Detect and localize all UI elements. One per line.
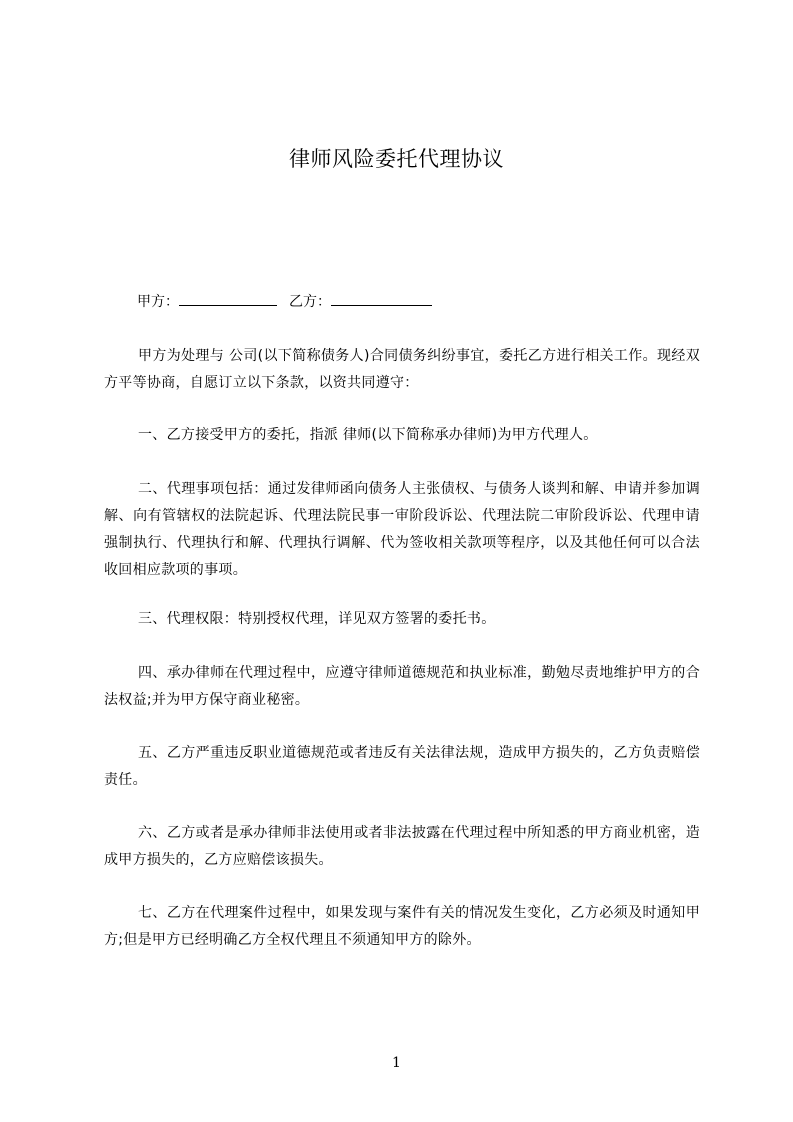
clause-1-paragraph: 一、乙方接受甲方的委托，指派 律师(以下简称承办律师)为甲方代理人。	[138, 427, 598, 443]
clause-3-paragraph: 三、代理权限：特别授权代理，详见双方签署的委托书。	[138, 611, 496, 627]
clause-4-paragraph: 四、承办律师在代理过程中，应遵守律师道德规范和执业标准，勤勉尽责地维护甲方的合法权益;并为甲方保守商业秘密。	[104, 665, 700, 708]
clause-2-paragraph: 二、代理事项包括：通过发律师函向债务人主张债权、与债务人谈判和解、申请并参加调解、向有管辖权的法院起诉、代理法院民事一审阶段诉讼、代理法院二审阶段诉讼、代理申请强制执行、代理执行和解、代理执行调解、代为签收相关款项等程序，以及其他任何可以合法收回相应款项的事项。	[104, 481, 700, 578]
parties-line	[137, 292, 432, 311]
clause-5-paragraph: 五、乙方严重违反职业道德规范或者违反有关法律法规，造成甲方损失的，乙方负责赔偿责任。	[104, 745, 700, 788]
clause-7-paragraph: 七、乙方在代理案件过程中，如果发现与案件有关的情况发生变化，乙方必须及时通知甲方;但是甲方已经明确乙方全权代理且不须通知甲方的除外。	[104, 905, 700, 948]
party-b-label: 乙方：	[289, 294, 331, 310]
party-a-blank	[179, 292, 277, 306]
clause-6-paragraph: 六、乙方或者是承办律师非法使用或者非法披露在代理过程中所知悉的甲方商业机密，造成甲方损失的，乙方应赔偿该损失。	[104, 825, 700, 868]
document-title: 律师风险委托代理协议	[289, 147, 504, 171]
intro-paragraph: 甲方为处理与 公司(以下简称债务人)合同债务纠纷事宜，委托乙方进行相关工作。现经双方平等协商，自愿订立以下条款，以资共同遵守：	[104, 348, 700, 391]
party-b-blank	[331, 292, 432, 306]
page-number: 1	[392, 1055, 401, 1071]
party-a-label: 甲方：	[137, 294, 179, 310]
